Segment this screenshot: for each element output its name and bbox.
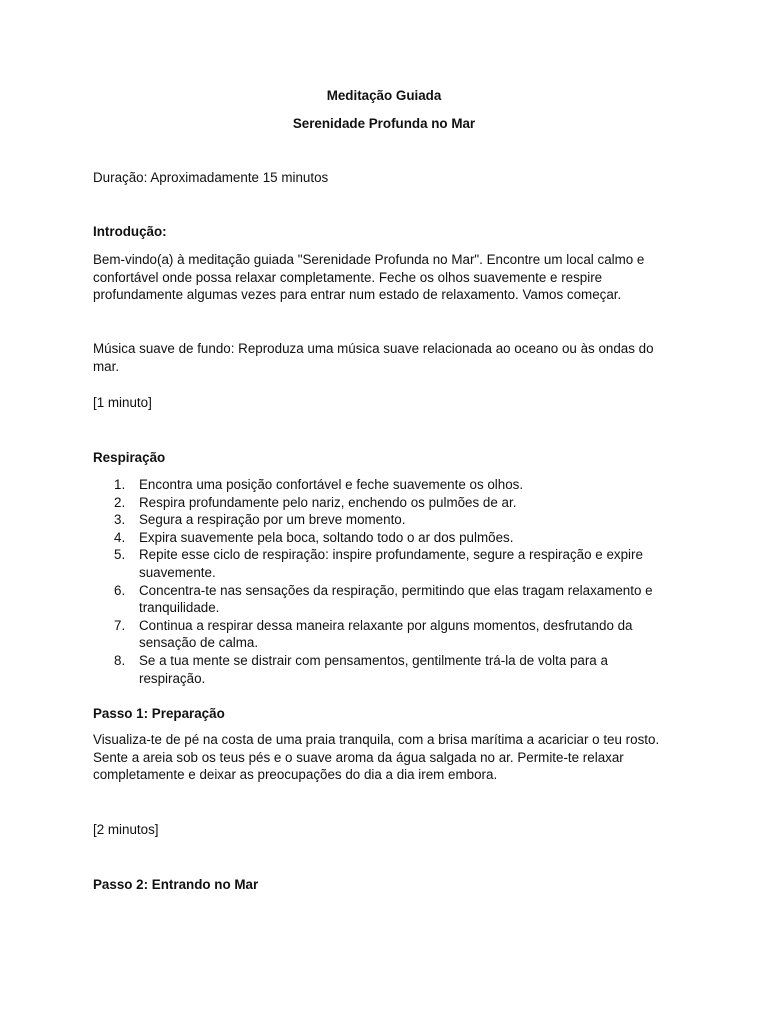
time-marker-1: [1 minuto] (93, 395, 152, 410)
step2-heading: Passo 2: Entrando no Mar (93, 877, 259, 892)
list-item-number: 5. (114, 547, 126, 563)
document-subtitle: Serenidade Profunda no Mar (292, 116, 476, 131)
document-title: Meditação Guiada (326, 88, 442, 103)
list-item-number: 2. (114, 494, 126, 510)
list-item (93, 529, 677, 547)
list-item (93, 652, 677, 687)
list-item-text: Continua a respirar dessa maneira relaxante por alguns momentos, desfrutando da sensação de calma. (139, 617, 633, 651)
list-item-text: Se a tua mente se distrair com pensamentos, gentilmente trá-la de volta para a respiração. (139, 652, 608, 686)
list-item (93, 511, 677, 529)
list-item-number: 4. (114, 529, 126, 545)
list-item-text: Repite esse ciclo de respiração: inspire profundamente, segure a respiração e expire suavemente. (139, 547, 643, 580)
breathing-steps-list (93, 476, 677, 687)
list-item-text: Concentra-te nas sensações da respiração, permitindo que elas tragam relaxamento e tranquilidade. (139, 582, 653, 616)
list-item-text: Encontra uma posição confortável e feche suavemente os olhos. (139, 477, 524, 492)
intro-paragraph: Bem-vindo(a) à meditação guiada "Serenidade Profunda no Mar". Encontre um local calmo e confortável onde possa relaxar completamente. Feche os olhos suavemente e respire profundamente algumas vezes para entrar num estado de relaxamento. Vamos começar. (93, 252, 645, 303)
time-marker-2: [2 minutos] (93, 822, 159, 837)
list-item (93, 546, 677, 581)
list-item-number: 8. (114, 652, 126, 668)
list-item-text: Expira suavemente pela boca, soltando todo o ar dos pulmões. (139, 529, 514, 545)
intro-heading: Introdução: (93, 224, 167, 239)
music-paragraph: Música suave de fundo: Reproduza uma música suave relacionada ao oceano ou às ondas do mar. (93, 341, 654, 374)
breathing-heading: Respiração (93, 450, 166, 465)
list-item-number: 6. (114, 582, 126, 598)
step1-paragraph: Visualiza-te de pé na costa de uma praia tranquila, com a brisa marítima a acariciar o teu rosto. Sente a areia sob os teus pés e o suave aroma da água salgada no ar. Permite-te relaxar completamente e deixar as preocupações do dia a dia irem embora. (93, 732, 660, 783)
list-item (93, 617, 677, 652)
list-item-number: 3. (114, 512, 126, 528)
list-item-number: 1. (114, 477, 126, 492)
list-item-text: Segura a respiração por um breve momento. (139, 512, 406, 528)
duration-text: Duração: Aproximadamente 15 minutos (93, 170, 329, 185)
step1-heading: Passo 1: Preparação (93, 706, 225, 721)
list-item (93, 582, 677, 617)
list-item-text: Respira profundamente pelo nariz, enchendo os pulmões de ar. (139, 494, 517, 510)
list-item (93, 476, 677, 494)
list-item-number: 7. (114, 617, 126, 633)
list-item (93, 494, 677, 512)
